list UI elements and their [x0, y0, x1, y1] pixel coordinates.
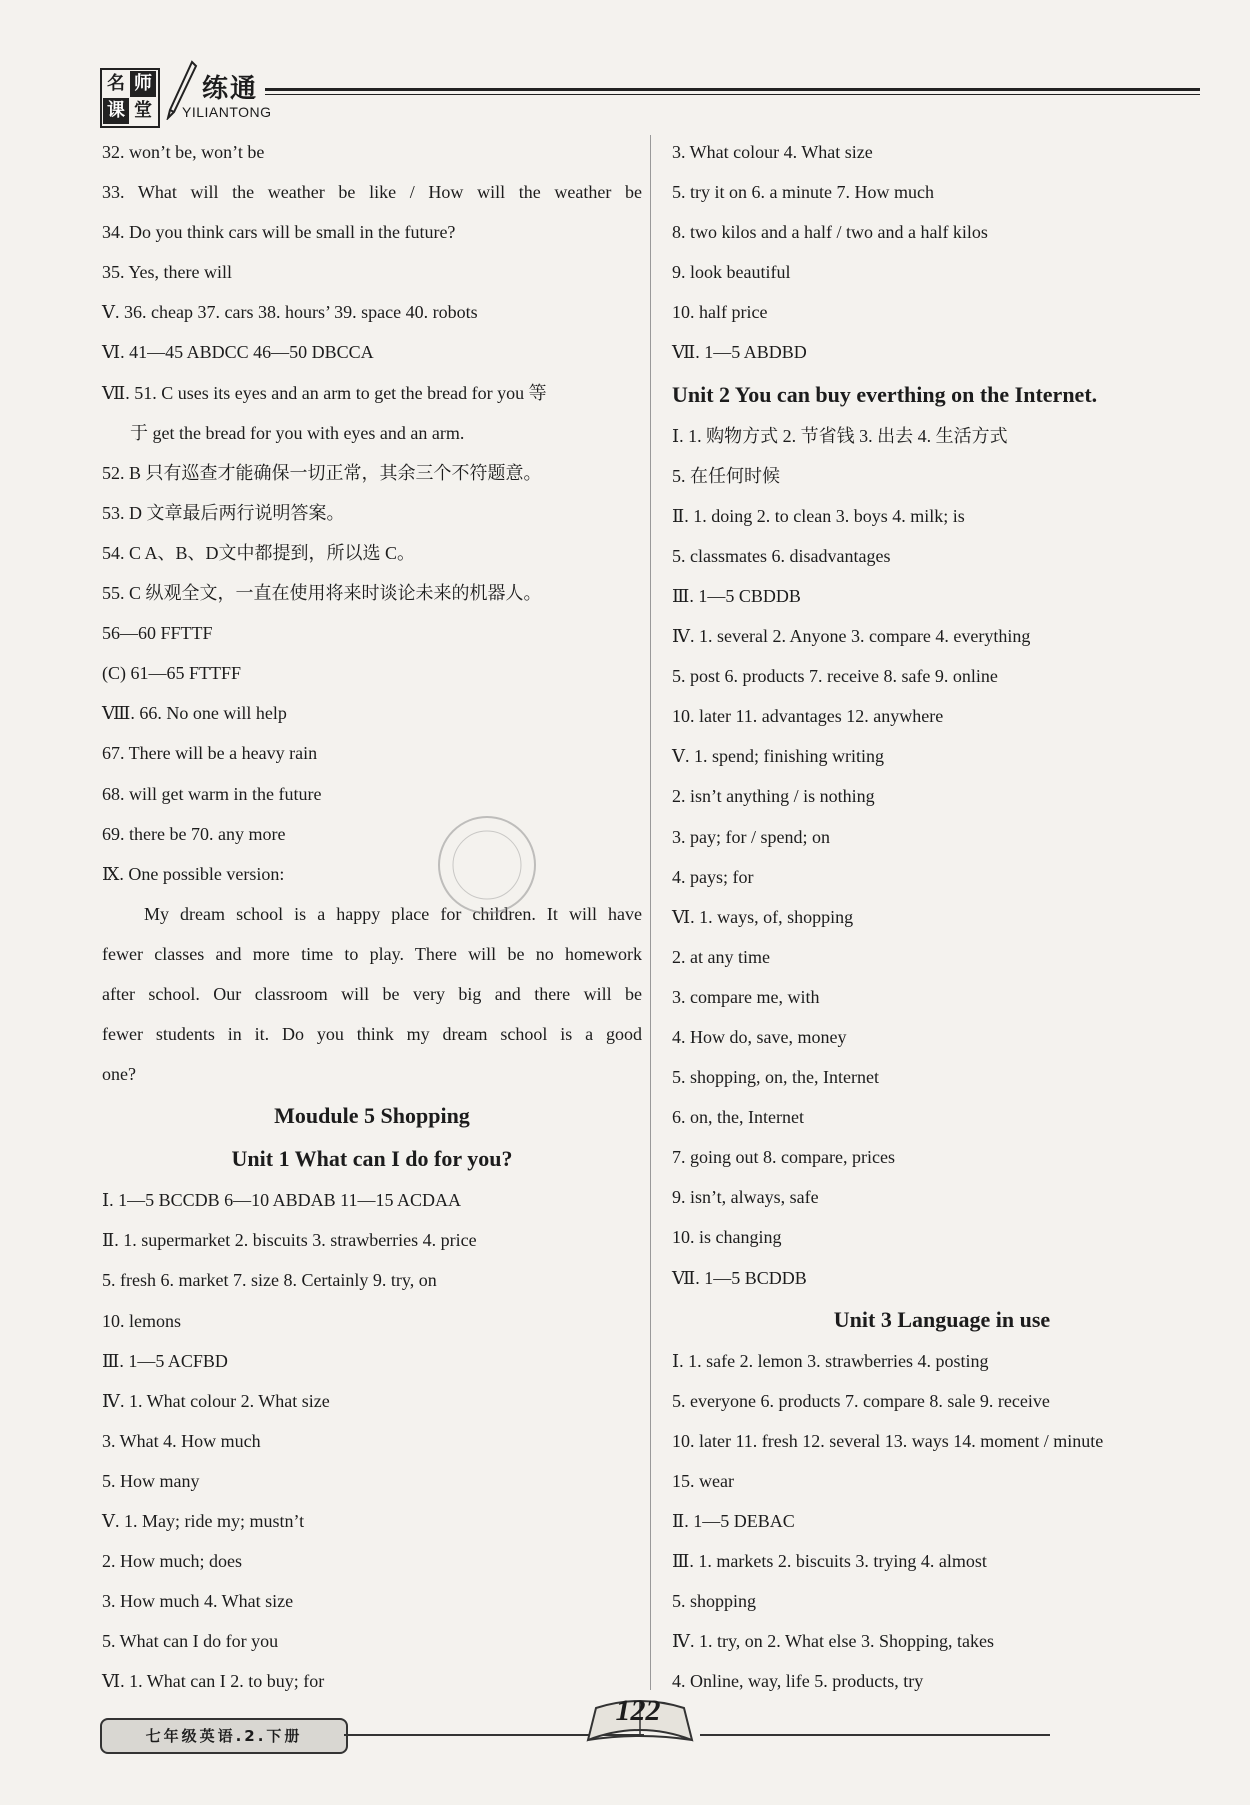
answer-line: Ⅵ. 41—45 ABDCC 46—50 DBCCA [102, 342, 374, 363]
answer-line: 4. pays; for [672, 866, 754, 887]
answer-line: Ⅴ. 36. cheap 37. cars 38. hours’ 39. space 40. robots [102, 302, 478, 323]
answer-line: Ⅱ. 1. supermarket 2. biscuits 3. strawberries 4. price [102, 1230, 477, 1251]
answer-line: 3. How much 4. What size [102, 1591, 294, 1612]
answer-line: 5. shopping, on, the, Internet [672, 1067, 879, 1088]
header-rule [265, 88, 1200, 91]
answer-line: 5. try it on 6. a minute 7. How much [672, 182, 934, 203]
answer-line: Ⅸ. One possible version: [102, 863, 285, 884]
answer-line: 4. How do, save, money [672, 1026, 847, 1047]
answer-line: Ⅵ. 1. ways, of, shopping [672, 906, 854, 927]
answer-line: 4. Online, way, life 5. products, try [672, 1671, 924, 1692]
answer-line: Ⅴ. 1. May; ride my; mustn’t [102, 1511, 305, 1531]
answer-line: Ⅲ. 1—5 ACFBD [102, 1350, 228, 1371]
answer-line: Ⅶ. 1—5 BCDDB [672, 1267, 807, 1288]
answer-line: 10. later 11. advantages 12. anywhere [672, 706, 944, 727]
module-heading: Moudule 5 Shopping [274, 1103, 470, 1129]
answer-line: 68. will get warm in the future [102, 783, 322, 804]
answer-line: 9. look beautiful [672, 262, 791, 283]
answer-line: Ⅶ. 51. C uses its eyes and an arm to get the bread for you 等 [102, 382, 547, 403]
answer-line: Ⅲ. 1—5 CBDDB [672, 585, 801, 606]
answer-line: (C) 61—65 FTTFF [102, 663, 242, 684]
unit-heading: Unit 3 Language in use [833, 1306, 1051, 1332]
answer-line: 67. There will be a heavy rain [102, 743, 318, 764]
answer-line: 10. lemons [102, 1310, 181, 1331]
answer-line: Ⅱ. 1—5 DEBAC [672, 1511, 795, 1531]
answer-line: 9. isn’t, always, safe [672, 1187, 819, 1208]
unit-heading: Unit 2 You can buy everthing on the Internet. [672, 381, 1098, 407]
answer-line: 2. at any time [672, 946, 770, 967]
answer-line: 7. going out 8. compare, prices [672, 1147, 895, 1168]
answer-line: 33. What will the weather be like / How will the weather be [102, 182, 642, 203]
answer-line: Ⅷ. 66. No one will help [102, 703, 287, 724]
brand-subtitle: YILIANTONG [182, 104, 272, 120]
logo-char: 师 [130, 71, 156, 97]
answer-line: 56—60 FFTTF [102, 623, 213, 644]
answer-line: 5. post 6. products 7. receive 8. safe 9. online [672, 666, 998, 687]
answer-line: Ⅰ. 1—5 BCCDB 6—10 ABDAB 11—15 ACDAA [102, 1190, 461, 1211]
answer-line: 10. later 11. fresh 12. several 13. ways 14. moment / minute [672, 1430, 1104, 1451]
answer-line: 3. What 4. How much [102, 1430, 261, 1451]
answer-line: 8. two kilos and a half / two and a half kilos [672, 222, 988, 243]
answer-line: 5. 在任何时候 [672, 465, 780, 486]
book-label-tab [100, 1718, 348, 1754]
essay-line: one? [102, 1064, 136, 1085]
answer-line: Ⅰ. 1. 购物方式 2. 节省钱 3. 出去 4. 生活方式 [672, 425, 1008, 446]
footer-rule [700, 1734, 1050, 1736]
answer-line: 53. D 文章最后两行说明答案。 [102, 502, 345, 523]
essay-line: fewer classes and more time to play. There will be no homework [102, 943, 642, 964]
stamp-watermark [432, 810, 542, 920]
answer-line: 5. How many [102, 1470, 200, 1491]
answer-line: 5. What can I do for you [102, 1631, 279, 1652]
answer-line: Ⅵ. 1. What can I 2. to buy; for [102, 1671, 325, 1692]
answer-line: Ⅳ. 1. several 2. Anyone 3. compare 4. everything [672, 626, 1031, 647]
right-column [672, 132, 1212, 1701]
book-label: 七年级英语.2.下册 [145, 1727, 303, 1745]
answer-line: Ⅳ. 1. What colour 2. What size [102, 1390, 330, 1411]
left-column [102, 132, 642, 1701]
answer-line: 3. What colour 4. What size [672, 142, 873, 162]
answer-line: 5. shopping [672, 1591, 757, 1612]
essay-line: fewer students in it. Do you think my dream school is a good [102, 1024, 642, 1045]
answer-line: 6. on, the, Internet [672, 1107, 804, 1128]
answer-line: 10. half price [672, 302, 768, 323]
answer-line: 2. isn’t anything / is nothing [672, 786, 875, 807]
answer-line: 3. compare me, with [672, 986, 820, 1007]
answer-line: 69. there be 70. any more [102, 823, 286, 844]
answer-line: Ⅲ. 1. markets 2. biscuits 3. trying 4. almost [672, 1551, 987, 1572]
page-header [100, 60, 1200, 130]
unit-heading: Unit 1 What can I do for you? [231, 1146, 513, 1172]
answer-line: 3. pay; for / spend; on [672, 826, 830, 847]
answer-line: Ⅶ. 1—5 ABDBD [672, 342, 807, 363]
answer-line: 10. is changing [672, 1227, 782, 1248]
answer-line: 15. wear [672, 1470, 734, 1491]
answer-line: 2. How much; does [102, 1551, 242, 1572]
logo-char: 堂 [134, 100, 152, 121]
answer-line: 52. B 只有巡查才能确保一切正常，其余三个不符题意。 [102, 462, 542, 483]
answer-line: 34. Do you think cars will be small in the future? [102, 222, 456, 243]
answer-line: 5. fresh 6. market 7. size 8. Certainly 9. try, on [102, 1270, 437, 1291]
answer-line: Ⅰ. 1. safe 2. lemon 3. strawberries 4. posting [672, 1350, 989, 1371]
answer-line: Ⅴ. 1. spend; finishing writing [672, 746, 884, 767]
publisher-logo [100, 68, 160, 128]
answer-line: Ⅱ. 1. doing 2. to clean 3. boys 4. milk; is [672, 505, 965, 526]
logo-char: 课 [103, 98, 129, 124]
answer-line: 32. won’t be, won’t be [102, 142, 265, 162]
logo-char: 名 [107, 73, 125, 94]
answer-line: 于 get the bread for you with eyes and an arm. [130, 422, 465, 443]
column-divider [650, 135, 651, 1690]
brand-title: 练通 [202, 74, 259, 104]
answer-line: 55. C 纵观全文，一直在使用将来时谈论未来的机器人。 [102, 583, 542, 604]
answer-line: 35. Yes, there will [102, 262, 232, 283]
answer-line: 5. everyone 6. products 7. compare 8. sale 9. receive [672, 1390, 1050, 1411]
page-number: 122 [615, 1694, 661, 1727]
answer-line: 54. C A、B、D文中都提到，所以选 C。 [102, 542, 416, 563]
essay-line: My dream school is a happy place for children. It will have [144, 903, 642, 924]
answer-line: Ⅳ. 1. try, on 2. What else 3. Shopping, takes [672, 1631, 994, 1652]
answer-line: 5. classmates 6. disadvantages [672, 545, 891, 566]
essay-line: after school. Our classroom will be very big and there will be [102, 983, 642, 1004]
header-rule [265, 94, 1200, 95]
